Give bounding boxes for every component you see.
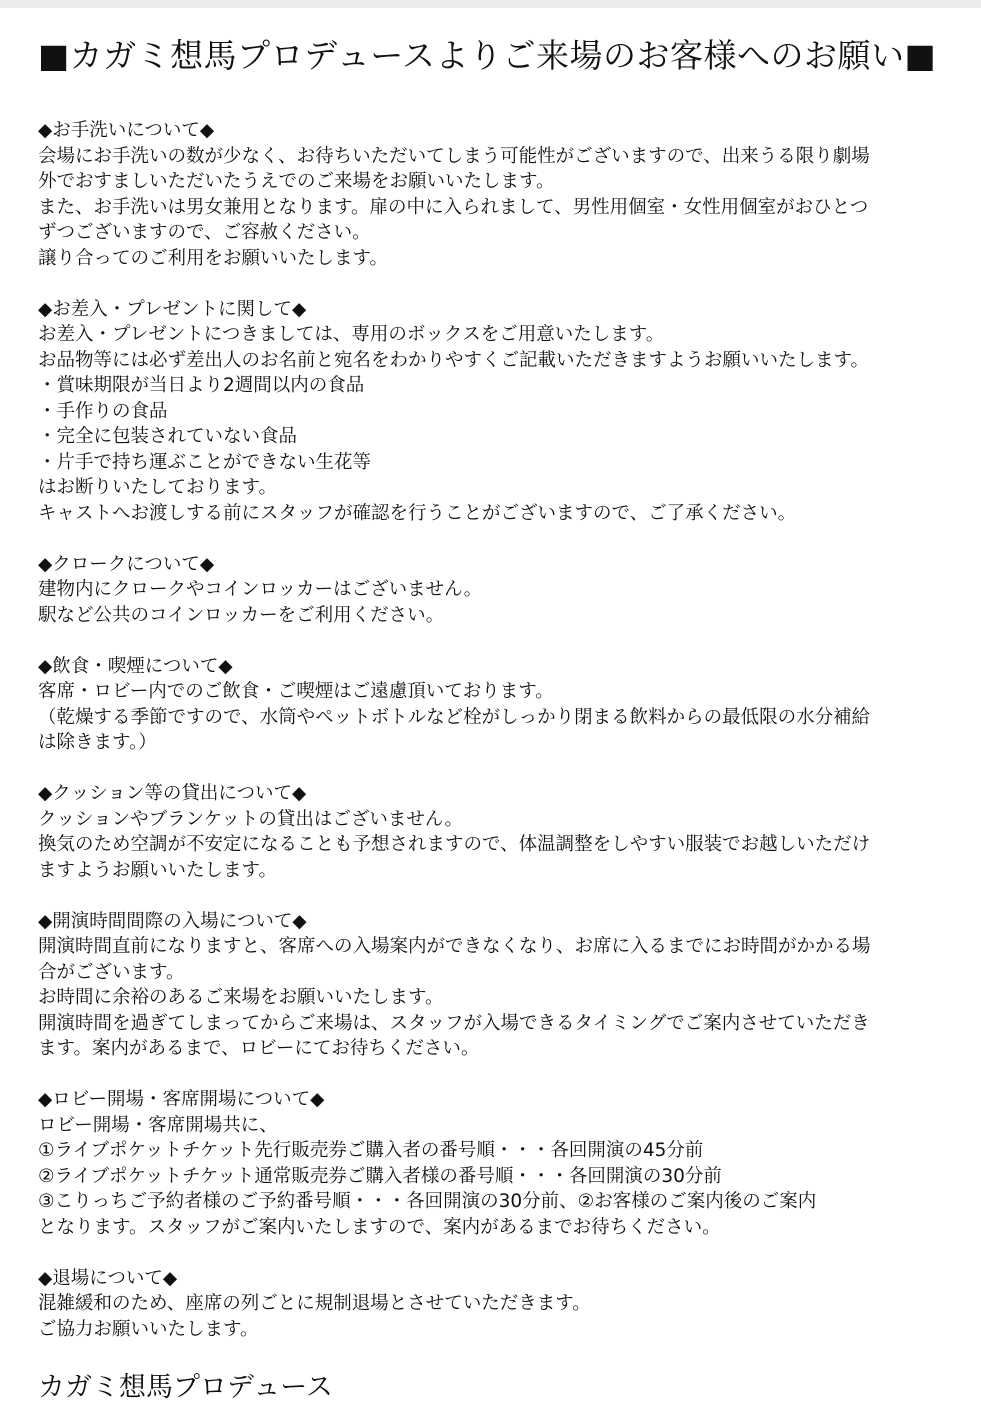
section-line: となります。スタッフがご案内いたしますので、案内があるまでお待ちください。 (38, 1216, 721, 1238)
section-line: 会場にお手洗いの数が少なく、お待ちいただいてしまう可能性がございますので、出来うる限り劇場 (38, 145, 870, 167)
section-heading: ◆飲食・喫煙について◆ (38, 655, 233, 677)
section-line: 開演時間直前になりますと、客席への入場案内ができなくなり、お席に入るまでにお時間がかかる場 (38, 936, 871, 957)
section-cushion-rental (38, 781, 953, 883)
section-line: クッションやブランケットの貸出はございません。 (38, 808, 463, 830)
section-restroom (38, 118, 953, 271)
section-line: ずつございますので、ご容赦ください。 (38, 222, 371, 243)
section-cloak (38, 552, 953, 629)
section-line: また、お手洗いは男女兼用となります。扉の中に入られまして、男性用個室・女性用個室がおひとつ (38, 196, 869, 218)
section-heading: ◆クッション等の貸出について◆ (38, 783, 307, 804)
section-line: ③こりっちご予約者様のご予約番号順・・・各回開演の30分前、②お客様のご案内後のご案内 (38, 1191, 817, 1212)
section-line: ・賞味期限が当日より2週間以内の食品 (38, 375, 365, 396)
section-line: ご協力お願いいたします。 (38, 1318, 259, 1340)
section-line: お品物等には必ず差出人のお名前と宛名をわかりやすくご記載いただきますようお願いいたします。 (38, 349, 870, 371)
section-line: 客席・ロビー内でのご飲食・ご喫煙はご遠慮頂いております。 (38, 681, 554, 702)
section-line: お時間に余裕のあるご来場をお願いいたします。 (38, 987, 444, 1008)
section-line: はお断りいたしております。 (38, 477, 278, 498)
section-exit (38, 1266, 953, 1343)
section-line: 建物内にクロークやコインロッカーはございません。 (38, 579, 483, 600)
top-bar (0, 0, 981, 8)
section-line: キャストへお渡しする前にスタッフが確認を行うことがございますので、ご了承ください。 (38, 502, 797, 524)
section-line: お差入・プレゼントにつきましては、専用のボックスをご用意いたします。 (38, 324, 665, 345)
section-opening (38, 1087, 953, 1240)
section-line: 外でおすましいただいたうえでのご来場をお願いいたします。 (38, 171, 555, 192)
section-line: ②ライブポケットチケット通常販売券ご購入者様の番号順・・・各回開演の30分前 (38, 1165, 722, 1187)
section-heading: ◆ロビー開場・客席開場について◆ (38, 1089, 325, 1110)
section-line: 駅など公共のコインロッカーをご利用ください。 (38, 604, 445, 626)
section-line: 開演時間を過ぎてしまってからご来場は、スタッフが入場できるタイミングでご案内させていただき (38, 1012, 870, 1034)
section-line: 混雑緩和のため、座席の列ごとに規制退場とさせていただきます。 (38, 1293, 591, 1314)
section-line: は除きます。） (38, 732, 157, 753)
section-line: 譲り合ってのご利用をお願いいたします。 (38, 247, 389, 269)
section-line: 合がございます。 (38, 961, 185, 983)
section-heading: ◆クロークについて◆ (38, 553, 215, 575)
section-heading: ◆お差入・プレゼントに関して◆ (38, 298, 307, 320)
section-heading: ◆開演時間間際の入場について◆ (38, 910, 307, 932)
notice-document (38, 30, 953, 1408)
section-line: ますようお願いいたします。 (38, 859, 278, 881)
section-line: ・片手で持ち運ぶことができない生花等 (38, 451, 372, 473)
section-gifts (38, 297, 953, 527)
section-line: ・完全に包装されていない食品 (38, 426, 298, 447)
section-line: ・手作りの食品 (38, 400, 168, 422)
section-late-entry (38, 909, 953, 1062)
section-line: ロビー開場・客席開場共に、 (38, 1114, 278, 1136)
section-food-smoking (38, 654, 953, 756)
notice-sections (38, 118, 953, 1342)
section-heading: ◆お手洗いについて◆ (38, 120, 215, 141)
section-line: ます。案内があるまで、ロビーにてお待ちください。 (38, 1038, 480, 1059)
section-line: ①ライブポケットチケット先行販売券ご購入者の番号順・・・各回開演の45分前 (38, 1140, 704, 1161)
section-line: 換気のため空調が不安定になることも予想されますので、体温調整をしやすい服装でお越しいただけ (38, 834, 871, 855)
section-heading: ◆退場について◆ (38, 1267, 178, 1289)
page-title: ■カガミ想馬プロデュースよりご来場のお客様へのお願い■ (38, 36, 937, 75)
organizer-signature: カガミ想馬プロデュース (38, 1371, 333, 1403)
section-line: （乾燥する季節ですので、水筒やペットボトルなど栓がしっかり閉まる飲料からの最低限の水分補給 (38, 706, 871, 728)
